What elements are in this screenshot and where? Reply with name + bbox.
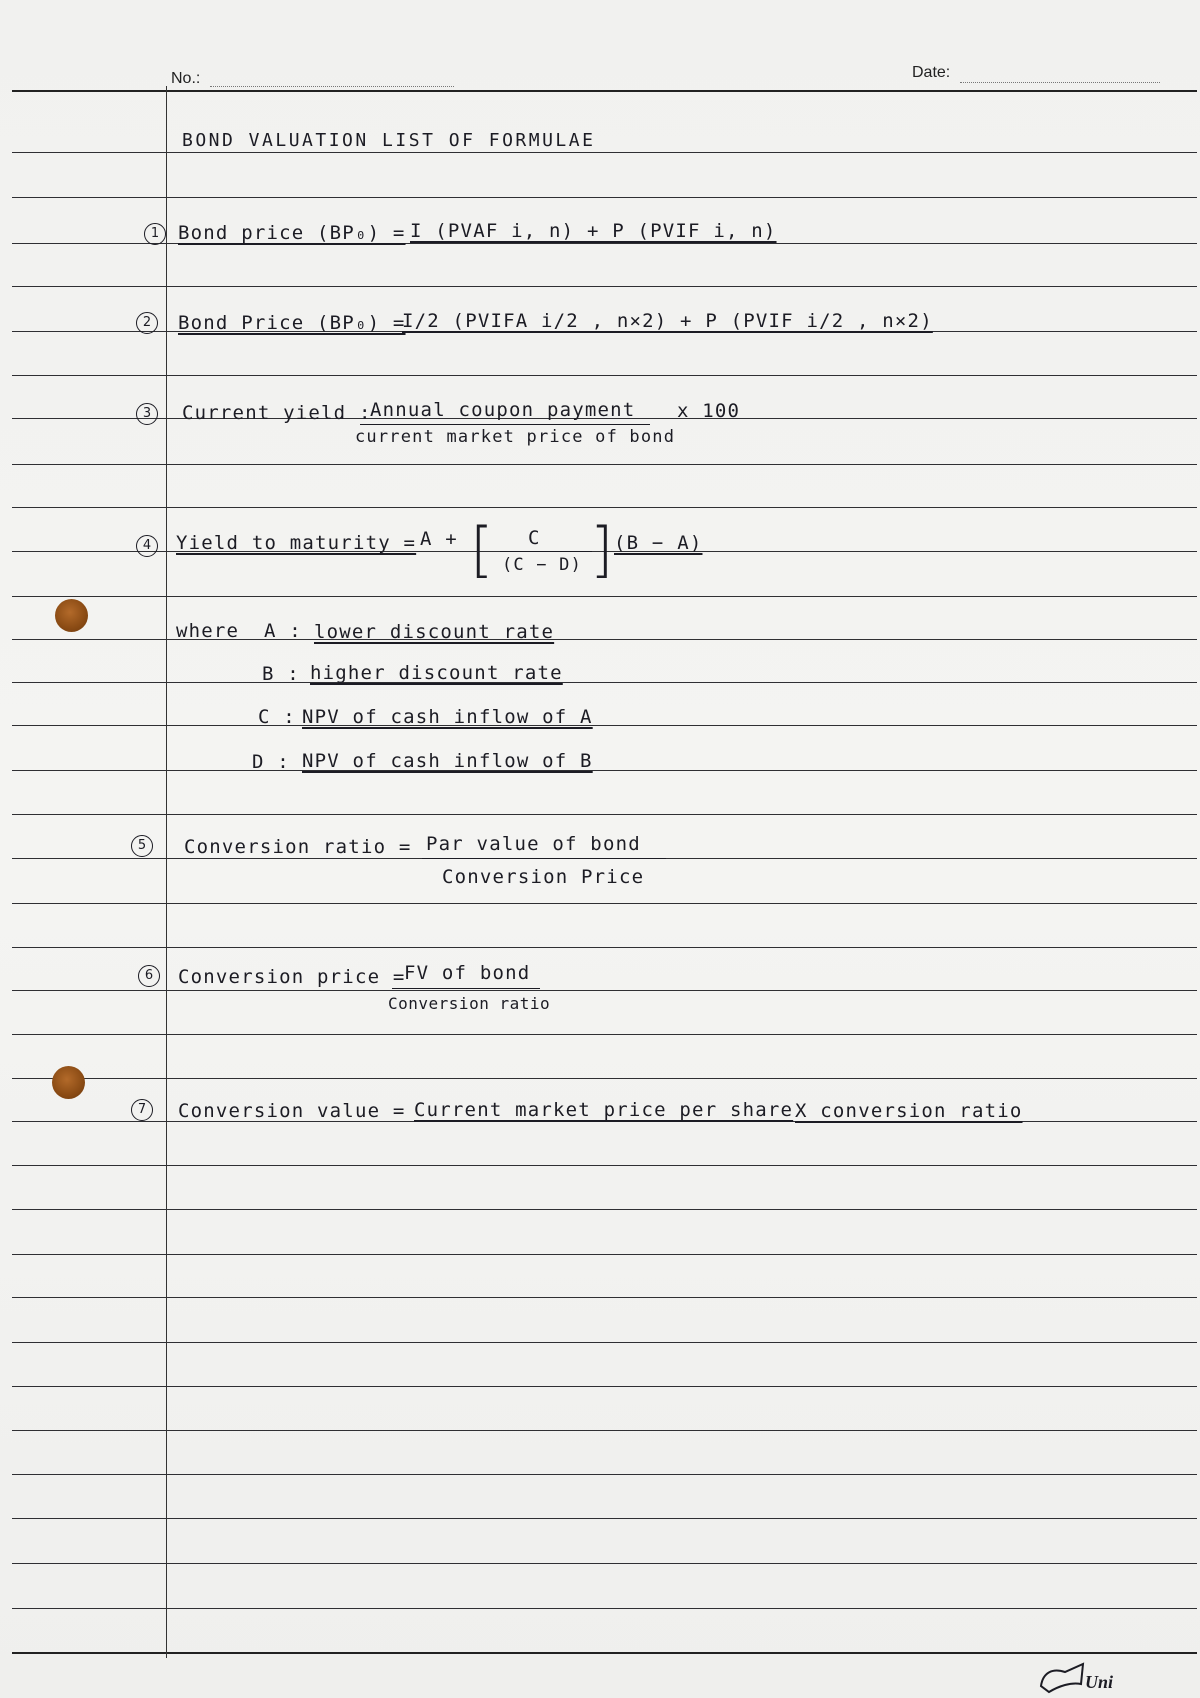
ruled-line [12, 814, 1197, 815]
formula-1-label: Bond price (BP₀) = [178, 222, 406, 244]
item-number-1: 1 [144, 223, 166, 245]
ruled-line [12, 1297, 1197, 1298]
item-number-2: 2 [136, 312, 158, 334]
ruled-line [12, 1563, 1197, 1564]
formula-7-label: Conversion value = [178, 1100, 406, 1122]
ruled-line [12, 152, 1197, 153]
header-rule [12, 90, 1197, 92]
formula-4-right-bracket: ] [590, 515, 614, 585]
date-dotted-line [960, 82, 1160, 83]
formula-6-numerator: FV of bond [404, 962, 531, 984]
item-number-4: 4 [136, 535, 158, 557]
ruled-line [12, 1078, 1197, 1079]
margin-line [166, 86, 167, 1658]
ruled-line [12, 1474, 1197, 1475]
formula-3-label: Current yield : [182, 402, 372, 424]
ruled-line [12, 1608, 1197, 1609]
ruled-line [12, 1254, 1197, 1255]
ruled-line [12, 1165, 1197, 1166]
formula-4-label: Yield to maturity = [176, 532, 417, 554]
formula-4-lead: A + [420, 528, 458, 550]
ruled-line [12, 464, 1197, 465]
where-key-a: A : [264, 620, 302, 642]
formula-5-numerator: Par value of bond [426, 833, 641, 855]
ruled-line [12, 507, 1197, 508]
punch-hole [55, 599, 88, 632]
ruled-line [12, 903, 1197, 904]
ruled-line [12, 1430, 1197, 1431]
ruled-line [12, 682, 1197, 683]
where-intro: where [176, 620, 240, 642]
formula-7-tail: X conversion ratio [795, 1100, 1023, 1122]
formula-4-tail: (B − A) [614, 532, 703, 554]
item-number-3: 3 [136, 403, 158, 425]
ruled-line [12, 1209, 1197, 1210]
item-number-7: 7 [131, 1099, 153, 1121]
no-dotted-line [210, 86, 454, 87]
formula-4-denominator: (C − D) [502, 555, 583, 575]
ruled-line [12, 990, 1197, 991]
brand-logo [1035, 1658, 1115, 1694]
ruled-line [12, 1342, 1197, 1343]
formula-3-numerator: Annual coupon payment [370, 399, 636, 421]
page-title: BOND VALUATION LIST OF FORMULAE [182, 130, 596, 151]
ruled-line [12, 1386, 1197, 1387]
where-key-c: C : [258, 706, 296, 728]
item-number-6: 6 [138, 965, 160, 987]
item-number-5: 5 [131, 835, 153, 857]
date-label: Date: [912, 64, 951, 81]
formula-3-denominator: current market price of bond [355, 427, 676, 447]
where-key-d: D : [252, 751, 290, 773]
where-text-b: higher discount rate [310, 662, 563, 684]
svg-text:Uni: Uni [1085, 1672, 1114, 1692]
formula-6-fraction-bar [392, 988, 540, 989]
ruled-line [12, 1034, 1197, 1035]
where-text-a: lower discount rate [314, 621, 555, 643]
formula-2-label: Bond Price (BP₀) = [178, 312, 406, 334]
punch-hole [52, 1066, 85, 1099]
where-text-c: NPV of cash inflow of A [302, 706, 593, 728]
ruled-line [12, 1518, 1197, 1519]
ruled-line [12, 725, 1197, 726]
formula-5-denominator: Conversion Price [442, 866, 645, 888]
formula-6-label: Conversion price = [178, 966, 406, 988]
ruled-line [12, 596, 1197, 597]
formula-4-numerator: C [528, 527, 541, 549]
ruled-line [12, 375, 1197, 376]
footer-rule [12, 1652, 1197, 1654]
ruled-line [12, 286, 1197, 287]
formula-1-expression: I (PVAF i, n) + P (PVIF i, n) [410, 220, 777, 242]
where-key-b: B : [262, 663, 300, 685]
where-text-d: NPV of cash inflow of B [302, 750, 593, 772]
ruled-line [12, 770, 1197, 771]
formula-4-left-bracket: [ [470, 515, 494, 585]
ruled-line [12, 197, 1197, 198]
ruled-line [12, 947, 1197, 948]
formula-3-fraction-bar [360, 424, 650, 425]
formula-5-fraction-bar [422, 858, 666, 859]
formula-3-multiplier: x 100 [677, 400, 741, 422]
formula-6-denominator: Conversion ratio [388, 994, 551, 1013]
no-label: No.: [171, 70, 201, 87]
formula-7-expression: Current market price per share [414, 1099, 794, 1121]
formula-4-fraction-bar [500, 551, 592, 552]
formula-2-expression: I/2 (PVIFA i/2 , n×2) + P (PVIF i/2 , n×2) [402, 310, 933, 332]
formula-5-label: Conversion ratio = [184, 836, 412, 858]
